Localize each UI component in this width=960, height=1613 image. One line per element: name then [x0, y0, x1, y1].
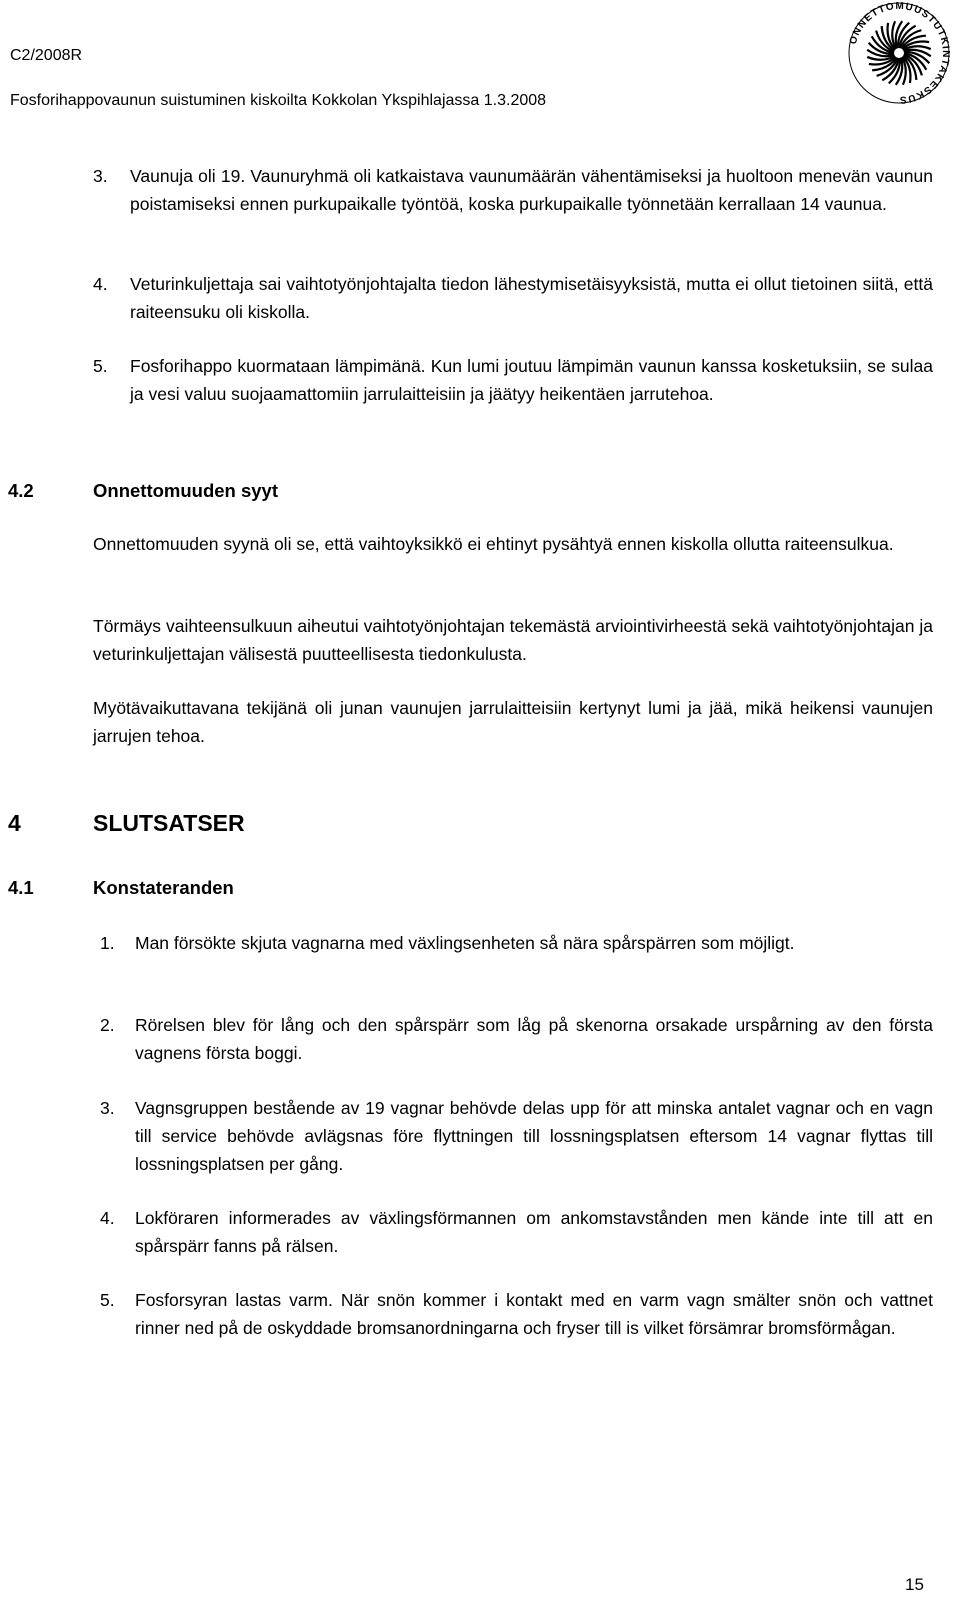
- fi-list-text-5: Fosforihappo kuormataan lämpimänä. Kun lumi joutuu lämpimän vaunun kanssa kosketuksiin, se sulaa ja vesi valuu suojaamattomiin jarrulaitteisiin ja jäätyy heikentäen jarrutehoa.: [130, 356, 933, 404]
- sv-list-text-4: Lokföraren informerades av växlingsförmannen om ankomstavstånden men kände inte till att en spårspärr fanns på rälsen.: [135, 1208, 933, 1256]
- fi-list-num-4: 4.: [93, 274, 108, 294]
- sv-list-num-4: 4.: [100, 1208, 115, 1228]
- onnettomuustutkintakeskus-logo: [846, 0, 952, 106]
- fi-list-num-5: 5.: [93, 356, 108, 376]
- svg-text:ONNETTOMUUSTUTKINTAKESKUS: ONNETTOMUUSTUTKINTAKESKUS: [847, 0, 952, 106]
- document-id: C2/2008R: [10, 47, 83, 64]
- sv-list-text-5: Fosforsyran lastas varm. När snön kommer i kontakt med en varm vagn smälter snön och vattnet rinner ned på de oskyddade bromsanordningarna och fryser till is vilket försämrar bromsförmågan.: [135, 1290, 933, 1338]
- sv-list-num-2: 2.: [100, 1015, 115, 1035]
- section-4-2-title: Onnettomuuden syyt: [93, 480, 279, 501]
- page-number: 15: [905, 1575, 924, 1594]
- section-4-2-paragraph-2: Törmäys vaihteensulkuun aiheutui vaihtotyönjohtajan tekemästä arviointivirheestä sekä vaihtotyönjohtajan ja veturinkuljettajan välisestä puutteellisesta tiedonkulusta.: [93, 616, 933, 664]
- sv-list-text-3: Vagnsgruppen bestående av 19 vagnar behövde delas upp för att minska antalet vagnar och en vagn till service behövde avlägsnas före flyttningen till lossningsplatsen eftersom 14 vagnar flyttas till lossningsplatsen per gång.: [135, 1098, 933, 1174]
- sv-list-num-5: 5.: [100, 1290, 115, 1310]
- sv-list-text-1: Man försökte skjuta vagnarna med växlingsenheten så nära spårspärren som möjligt.: [135, 933, 795, 953]
- fi-list-text-3: Vaunuja oli 19. Vaunuryhmä oli katkaistava vaunumäärän vähentämiseksi ja huoltoon menevän vaunun poistamiseksi ennen purkupaikalle työntöä, koska purkupaikalle työnnetään kerrallaan 14 vaunua.: [130, 166, 933, 214]
- chapter-4-number: 4: [8, 810, 21, 836]
- document-title: Fosforihappovaunun suistuminen kiskoilta Kokkolan Ykspihlajassa 1.3.2008: [10, 92, 547, 109]
- fi-list-num-3: 3.: [93, 166, 108, 186]
- section-4-1-number: 4.1: [8, 877, 34, 898]
- section-4-2-paragraph-1: Onnettomuuden syynä oli se, että vaihtoyksikkö ei ehtinyt pysähtyä ennen kiskolla ollutta raiteensulkua.: [93, 534, 894, 554]
- sv-list-text-2: Rörelsen blev för lång och den spårspärr som låg på skenorna orsakade urspårning av den första vagnens första boggi.: [135, 1015, 933, 1063]
- section-4-2-paragraph-3: Myötävaikuttavana tekijänä oli junan vaunujen jarrulaitteisiin kertynyt lumi ja jää, mikä heikensi vaunujen jarrujen tehoa.: [93, 698, 933, 746]
- section-4-1-title: Konstateranden: [93, 877, 234, 898]
- section-4-2-number: 4.2: [8, 480, 34, 501]
- sv-list-num-1: 1.: [100, 933, 115, 953]
- chapter-4-title: SLUTSATSER: [93, 810, 245, 836]
- fi-list-text-4: Veturinkuljettaja sai vaihtotyönjohtajalta tiedon lähestymisetäisyyksistä, mutta ei ollut tietoinen siitä, että raiteensuku oli kiskolla.: [130, 274, 933, 322]
- sv-list-num-3: 3.: [100, 1098, 115, 1118]
